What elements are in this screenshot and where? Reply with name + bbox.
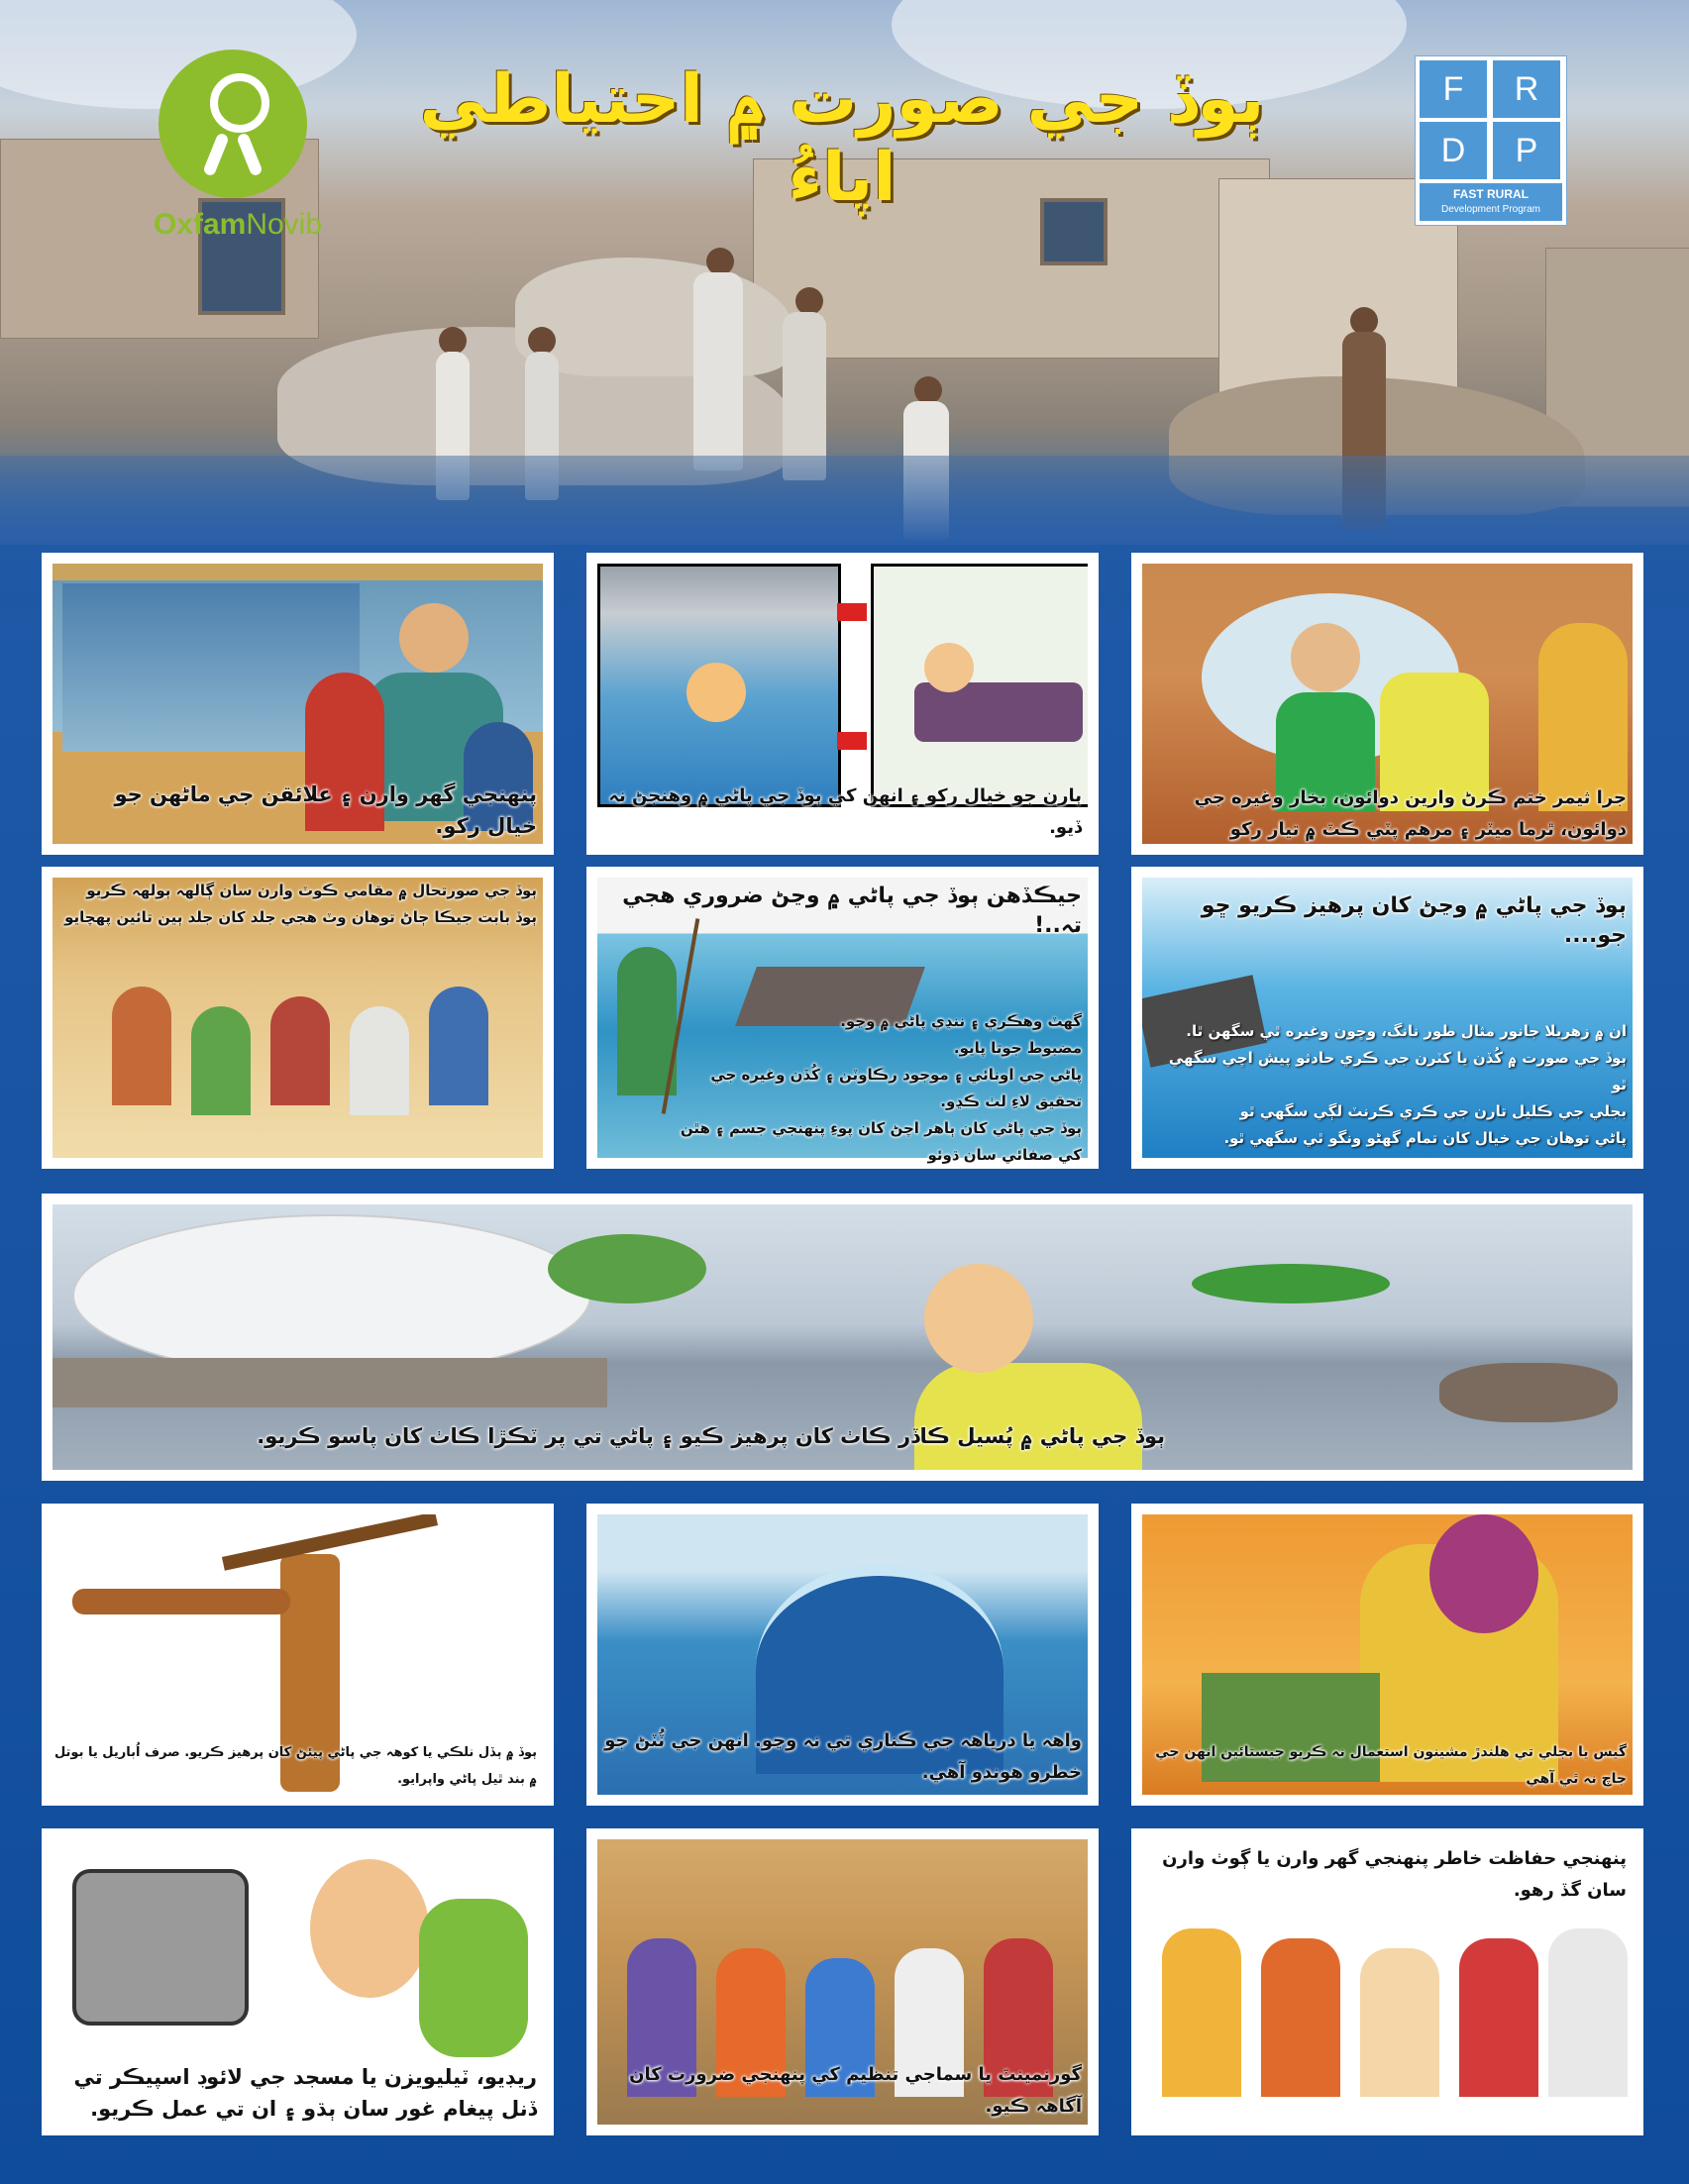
- person-head: [1350, 307, 1378, 335]
- panel-caption: پنهنجي گهر وارن ۽ علائقن جي ماڻهن جو خيال رکو.: [114, 782, 537, 838]
- villager: [1162, 1928, 1241, 2097]
- panel-radio-tv: [42, 1828, 554, 2135]
- panel-electric-devices: [1131, 1504, 1643, 1806]
- frdp-letter: R: [1493, 60, 1560, 118]
- frdp-caption: FAST RURAL Development Program: [1420, 183, 1562, 221]
- tap-spout: [72, 1589, 290, 1614]
- villager: [191, 1006, 251, 1115]
- villager: [270, 996, 330, 1105]
- panel-caption: گورنمينٽ يا سماجي تنظيم کي پنهنجي ضرورت کان آگاهہ ڪيو.: [629, 2064, 1082, 2117]
- panel-caption: [1141, 782, 1627, 846]
- panel-heading: جيڪڏهن ٻوڏ جي پاڻي ۾ وڃڻ ضروري هجي تہ..!: [622, 884, 1082, 938]
- caption-line: دوائون، ٿرما ميٽر ۽ مرهم پٽي ڪٽ ۾ تيار رکو: [1229, 819, 1627, 840]
- panel-caption: ٻوڏ ۾ ٻڏل نلڪي يا کوهہ جي پاڻي پيئڻ کان پرهيز ڪريو. صرف اُباريل يا بوتل ۾ بند ٿيل پاڻي واپرايو.: [53, 1745, 537, 1787]
- caption-line: ان ۾ زهريلا جانور مثال طور نانگ، وڇون وغيره ٿي سگهن ٿا.: [1186, 1022, 1627, 1040]
- panel-entering-water: [586, 867, 1099, 1169]
- panel-avoid-water: [1131, 867, 1643, 1169]
- oxfam-leg: [236, 132, 264, 176]
- panel-children-water: [586, 553, 1099, 855]
- thought-bubble: [72, 1214, 591, 1377]
- person-head: [439, 327, 467, 355]
- frdp-logo: [1415, 55, 1567, 226]
- tree-canopy: [1192, 1264, 1390, 1303]
- caption-line: ڏنل پيغام غور سان ٻڌو ۽ ان تي عمل ڪريو.: [90, 2097, 537, 2121]
- panel-inform-government: [586, 1828, 1099, 2135]
- panel-tap-water: [42, 1504, 554, 1806]
- villager: [112, 987, 171, 1105]
- oxfam-leg: [202, 132, 230, 176]
- caption-line: ٻوڏ جي صورتحال ۾ مقامي ڪوٽ وارن سان ڳالهہ ٻولهہ ڪريو: [86, 882, 537, 899]
- panel-heading: ٻوڏ جي پاڻي ۾ وڃڻ کان پرهيز ڪريو ڇو جو....: [1201, 893, 1627, 948]
- frdp-letter: P: [1493, 122, 1560, 179]
- frdp-letter: D: [1420, 122, 1487, 179]
- panel-river-bank: [586, 1504, 1099, 1806]
- person: [693, 272, 743, 470]
- sick-bed: [914, 682, 1083, 742]
- flood-water: [0, 456, 1689, 545]
- panel-caption: ٻارن جو خيال رکو ۽ انهن کي ٻوڏ جي پاڻي ۾ وهنجڻ نہ ڏيو.: [608, 785, 1082, 838]
- brick-wall: [53, 1358, 607, 1407]
- panel-caption: گيس يا بجلي تي هلندڙ مشينون استعمال نہ ڪريو جيستائين انهن جي جاچ نہ ٿي آهي: [1155, 1744, 1627, 1787]
- panel-caption: [1161, 1018, 1627, 1152]
- page-title: ٻوڏ جي صورت ۾ احتياطي اپاءُ: [419, 60, 1265, 217]
- person-head: [795, 287, 823, 315]
- oxfam-brand-text: OxfamNovib: [153, 208, 323, 241]
- villager: [1261, 1938, 1340, 2097]
- man-face: [310, 1859, 429, 1998]
- panel-caption: [52, 878, 537, 931]
- caption-line: جرا ثيمر ختم ڪرڻ وارين دوائون، بخار وغيره جي: [1194, 787, 1627, 808]
- person-head: [528, 327, 556, 355]
- tree-canopy: [548, 1234, 706, 1303]
- panel-family-care: [42, 553, 554, 855]
- caption-line: پاڻي جي اونائي ۽ موجود رڪاوٽن ۽ کُڏن وغيره جي تحقيق لاءِ لٺ ڪڍو.: [710, 1066, 1082, 1110]
- boy-face: [924, 1264, 1033, 1373]
- caption-line: گهٽ وهڪري ۽ ننڍي پاڻي ۾ وڃو.: [840, 1012, 1082, 1030]
- panel-caption: ٻوڏ جي پاڻي ۾ پُسيل ڪاڏر ڪاٺ کان پرهيز ڪيو ۽ پاڻي تي پر ٽڪڙا ڪاٺ کان پاسو ڪريو.: [257, 1424, 1165, 1448]
- caption-line: بجلي جي ڪليل تارن جي ڪري ڪرنٽ لڳي سگهي ٿو: [1239, 1102, 1627, 1120]
- father-face: [399, 603, 469, 673]
- panel-caption: پنهنجي حفاظت خاطر پنهنجي گهر وارن يا ڳوٺ وارن سان گڏ رهو.: [1162, 1848, 1627, 1901]
- arrow-right-icon: [837, 732, 867, 750]
- frdp-letter: F: [1420, 60, 1487, 118]
- headscarf: [1429, 1514, 1538, 1633]
- hero-photo: [0, 0, 1689, 545]
- caption-line: پاڻي توهان جي خيال کان تمام گهڻو ونگو ٿي سگهي ٿو.: [1223, 1129, 1627, 1147]
- boy-yellow-shirt: [914, 1363, 1142, 1470]
- villager: [350, 1006, 409, 1115]
- caption-line: ٻوڏ جي پاڻي کان ٻاهر اچڻ کان پوءِ پنهنجي جسم ۽ هٿن کي صفائي سان ڌوئو: [680, 1119, 1082, 1164]
- caption-line: ٻوڏ بابت جيڪا ڄاڻ توهان وٽ هجي جلد کان جلد ٻين تائين پهچايو: [64, 908, 537, 926]
- panel-first-aid: [1131, 553, 1643, 855]
- person-head: [914, 376, 942, 404]
- television: [72, 1869, 249, 2026]
- oxfam-circle: [158, 50, 307, 198]
- caption-line: ريڊيو، ٽيليويزن يا مسجد جي لائوڊ اسپيڪر تي: [73, 2065, 537, 2089]
- panel-caption: [52, 2061, 537, 2125]
- person-head: [706, 248, 734, 275]
- caption-line: مضبوط جوتا پايو.: [953, 1039, 1082, 1057]
- villager: [429, 987, 488, 1105]
- arrow-right-icon: [837, 603, 867, 621]
- oxfam-novib-logo: [139, 50, 337, 248]
- dead-animal: [1439, 1363, 1618, 1422]
- swimming-boy: [686, 663, 746, 722]
- panel-caption: [676, 1008, 1082, 1169]
- villager: [1360, 1948, 1439, 2097]
- villager: [1548, 1928, 1628, 2097]
- villager: [1459, 1938, 1538, 2097]
- caption-line: ٻوڏ جي صورت ۾ کُڏن يا کٽرن جي ڪري حادثو پيش اچي سگهي ٿو: [1168, 1049, 1627, 1093]
- panel-community-meeting: [42, 867, 554, 1169]
- oxfam-ring: [210, 73, 269, 133]
- panel-caption: واهہ يا درياهہ جي ڪناري تي نہ وڃو. انهن جي ٽُٽڻ جو خطرو هوندو آهي.: [604, 1730, 1082, 1783]
- sick-boy: [924, 643, 974, 692]
- panel-stay-together: [1131, 1828, 1643, 2135]
- girl-face: [1291, 623, 1360, 692]
- panel-wood-caution: [42, 1194, 1643, 1481]
- green-chair: [419, 1899, 528, 2057]
